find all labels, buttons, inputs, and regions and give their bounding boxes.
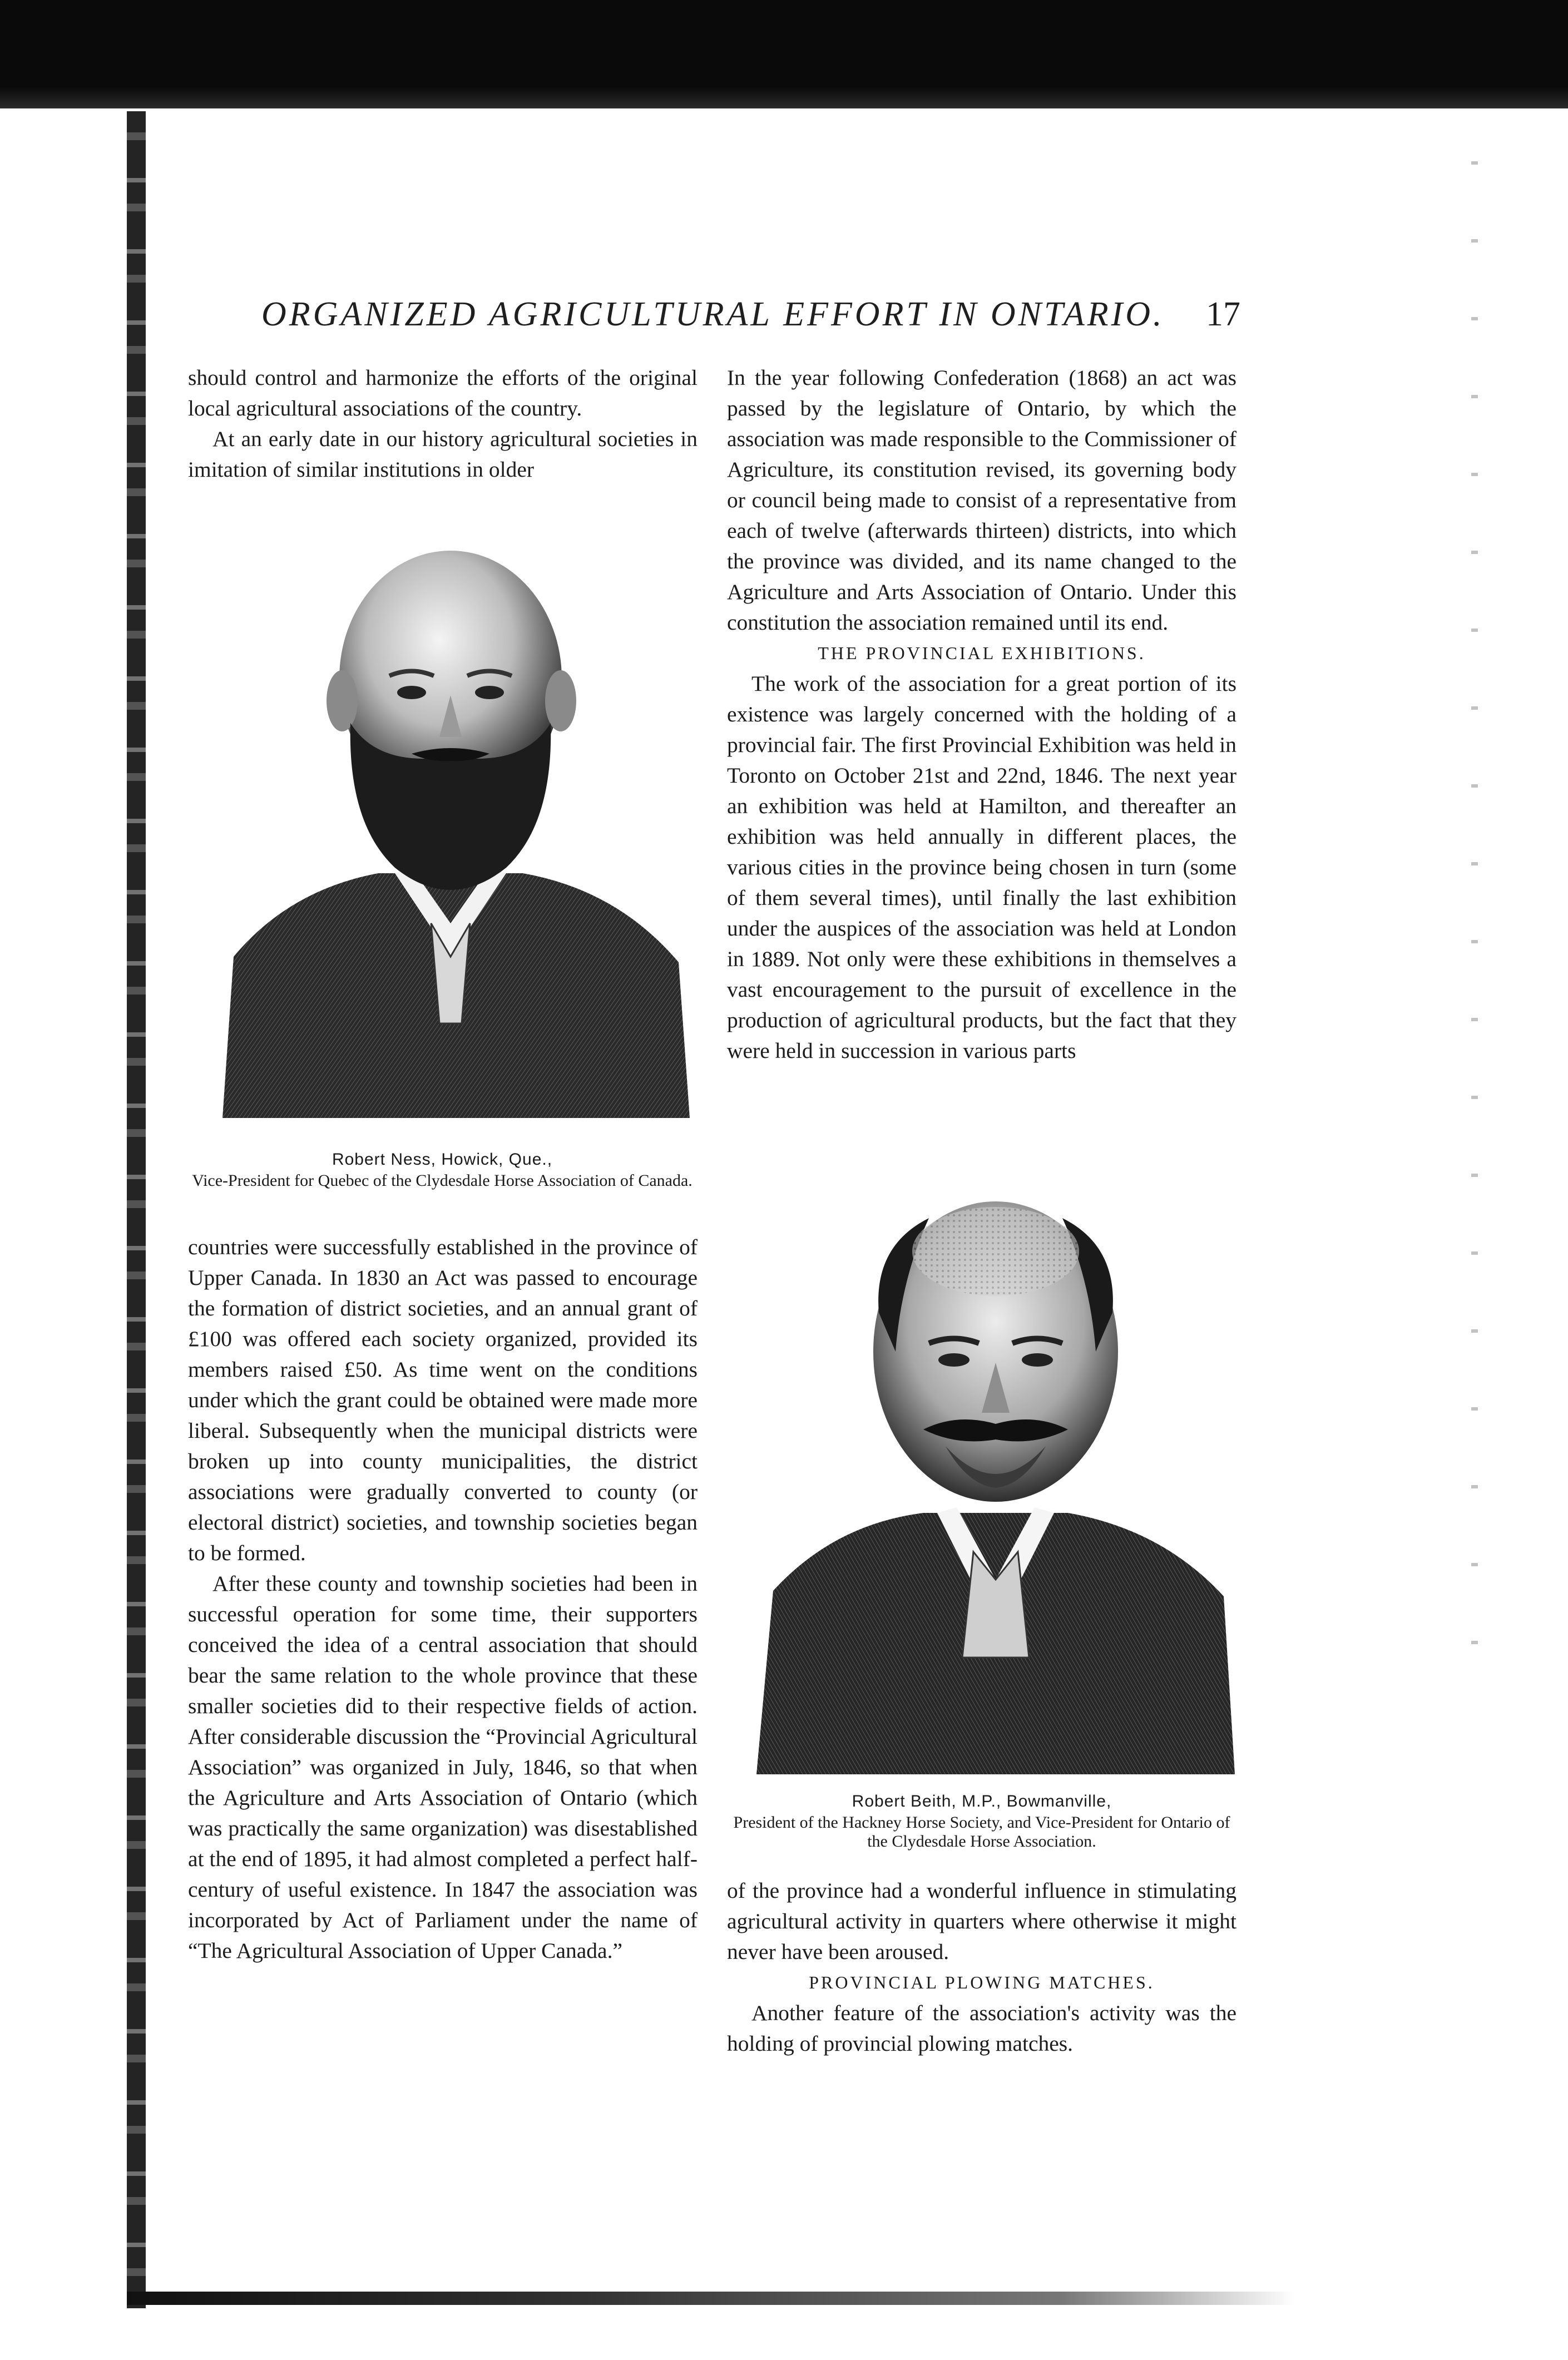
figure-name: Robert Beith, M.P., Bowmanville, xyxy=(852,1792,1112,1810)
paragraph: should control and harmonize the efforts of the original local agricultural associations of the country. xyxy=(188,365,698,420)
portrait-robert-beith xyxy=(745,1168,1246,1774)
figure-description: Vice-President for Quebec of the Clydesdale Horse Association of Canada. xyxy=(192,1171,693,1190)
section-heading: THE PROVINCIAL EXHIBITIONS. xyxy=(818,643,1146,663)
figure-caption xyxy=(184,1150,701,1190)
left-column-top xyxy=(188,363,698,485)
running-head: ORGANIZED AGRICULTURAL EFFORT IN ONTARIO. xyxy=(261,295,1165,333)
scan-border-top xyxy=(0,0,1568,108)
paragraph: countries were successfully established in the province of Upper Canada. In 1830 an Act was passed to encourage the formation of district societies, and an annual grant of £100 was offered each society organized, provided its members raised £50. As time went on the conditions under which the grant could be obtained were made more liberal. Subsequently when the municipal districts were broken up into county municipalities, the district associations were gradually converted to county (or electoral district) societies, and township societies began to be formed. xyxy=(188,1235,698,1565)
figure-description: President of the Hackney Horse Society, and Vice-President for Ontario of the Clydesdale Horse Association. xyxy=(733,1813,1230,1851)
paragraph: Another feature of the association's activity was the holding of provincial plowing matches. xyxy=(727,2001,1236,2056)
scan-border-bottom xyxy=(127,2292,1295,2305)
figure-name: Robert Ness, Howick, Que., xyxy=(332,1150,553,1169)
scan-margin-left xyxy=(0,108,22,2360)
binding-edge-shadow xyxy=(127,111,146,2308)
section-heading: PROVINCIAL PLOWING MATCHES. xyxy=(809,1972,1155,1992)
paragraph: The work of the association for a great portion of its existence was largely concerned with the holding of a provincial fair. The first Provincial Exhibition was held in Toronto on October 21st and 22nd, 1846. The next year an exhibition was held at Hamilton, and thereafter an exhibition was held annually in different places, the various cities in the province being chosen in turn (some of them several times), until finally the last exhibition under the auspices of the association was held at London in 1889. Not only were these exhibitions in themselves a vast encouragement to the pursuit of excellence in the production of agricultural products, but the fact that they were held in succession in various parts xyxy=(727,671,1236,1063)
right-column-bottom xyxy=(727,1876,1236,2059)
right-column-top xyxy=(727,363,1236,1066)
paragraph: After these county and township societies had been in successful operation for some time, their supporters conceived the idea of a central association that should bear the same relation to the whole province that these smaller societies did to their respective fields of action. After considerable discussion the “Provincial Agricultural Association” was organized in July, 1846, so that when the Agriculture and Arts Association of Ontario (which was practically the same organization) was disestablished at the end of 1895, it had almost completed a perfect half-century of useful existence. In 1847 the association was incorporated by Act of Parliament under the name of “The Agricultural Association of Upper Canada.” xyxy=(188,1571,698,1963)
left-column-bottom xyxy=(188,1232,698,1966)
figure-caption xyxy=(723,1792,1240,1851)
page-number: 17 xyxy=(1206,295,1240,333)
paragraph: of the province had a wonderful influence in stimulating agricultural activity in quarters where otherwise it might never have been aroused. xyxy=(727,1878,1236,1964)
portrait-robert-ness xyxy=(211,534,695,1118)
paragraph: At an early date in our history agricultural societies in imitation of similar institutions in older xyxy=(188,427,698,482)
page-header xyxy=(261,295,1240,345)
paragraph: In the year following Confederation (1868) an act was passed by the legislature of Ontario, by which the association was made responsible to the Commissioner of Agriculture, its constitution revised, its governing body or council being made to consist of a representative from each of twelve (afterwards thirteen) districts, into which the province was divided, and its name changed to the Agriculture and Arts Association of Ontario. Under this constitution the association remained until its end. xyxy=(727,365,1236,635)
scan-noise-right xyxy=(1471,128,1478,1685)
